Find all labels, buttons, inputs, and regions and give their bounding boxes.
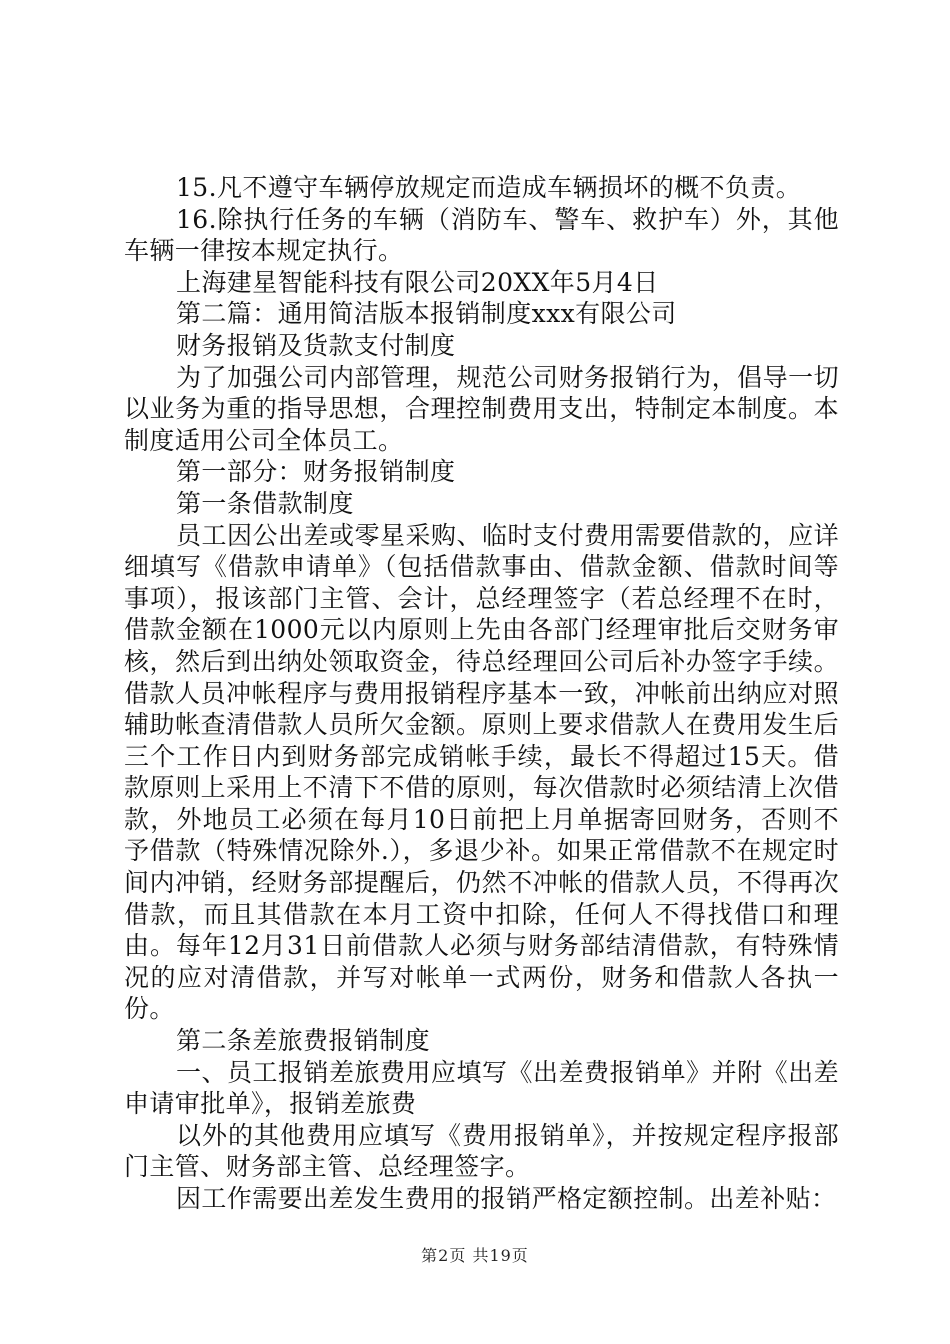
paragraph: 16.除执行任务的车辆（消防车、警车、救护车）外，其他车辆一律按本规定执行。 — [124, 204, 839, 266]
paragraph: 上海建星智能科技有限公司20XX年5月4日 — [176, 267, 659, 297]
document-body — [124, 172, 839, 1215]
section-heading: 第一部分：财务报销制度 — [176, 457, 456, 487]
section-heading: 财务报销及货款支付制度 — [176, 330, 456, 360]
paragraph: 为了加强公司内部管理，规范公司财务报销行为，倡导一切以业务为重的指导思想，合理控制费用支出，特制定本制度。本制度适用公司全体员工。 — [124, 362, 839, 455]
section-heading: 第一条借款制度 — [176, 488, 354, 518]
page-number-footer: 第2页 共19页 — [421, 1246, 529, 1265]
paragraph: 一、员工报销差旅费用应填写《出差费报销单》并附《出差申请审批单》，报销差旅费 — [124, 1057, 839, 1119]
paragraph: 以外的其他费用应填写《费用报销单》，并按规定程序报部门主管、财务部主管、总经理签字。 — [124, 1120, 839, 1182]
section-heading: 第二篇：通用简洁版本报销制度xxx有限公司 — [176, 299, 677, 329]
paragraph: 15.凡不遵守车辆停放规定而造成车辆损坏的概不负责。 — [176, 173, 802, 202]
paragraph: 员工因公出差或零星采购、临时支付费用需要借款的，应详细填写《借款申请单》（包括借款事由、借款金额、借款时间等事项），报该部门主管、会计，总经理签字（若总经理不在时，借款金额在1000元以内原则上先由各部门经理审批后交财务审核，然后到出纳处领取资金，待总经理回公司后补办签字手续。借款人员冲帐程序与费用报销程序基本一致，冲帐前出纳应对照辅助帐查清借款人员所欠金额。原则上要求借款人在费用发生后三个工作日内到财务部完成销帐手续，最长不得超过15天。借款原则上采用上不清下不借的原则，每次借款时必须结清上次借款，外地员工必须在每月10日前把上月单据寄回财务，否则不予借款（特殊情况除外.），多退少补。如果正常借款不在规定时间内冲销，经财务部提醒后，仍然不冲帐的借款人员，不得再次借款，而且其借款在本月工资中扣除，任何人不得找借口和理由。每年12月31日前借款人必须与财务部结清借款，有特殊情况的应对清借款，并写对帐单一式两份，财务和借款人各执一份。 — [124, 520, 839, 1024]
paragraph: 因工作需要出差发生费用的报销严格定额控制。出差补贴： — [176, 1184, 837, 1213]
section-heading: 第二条差旅费报销制度 — [176, 1026, 431, 1056]
